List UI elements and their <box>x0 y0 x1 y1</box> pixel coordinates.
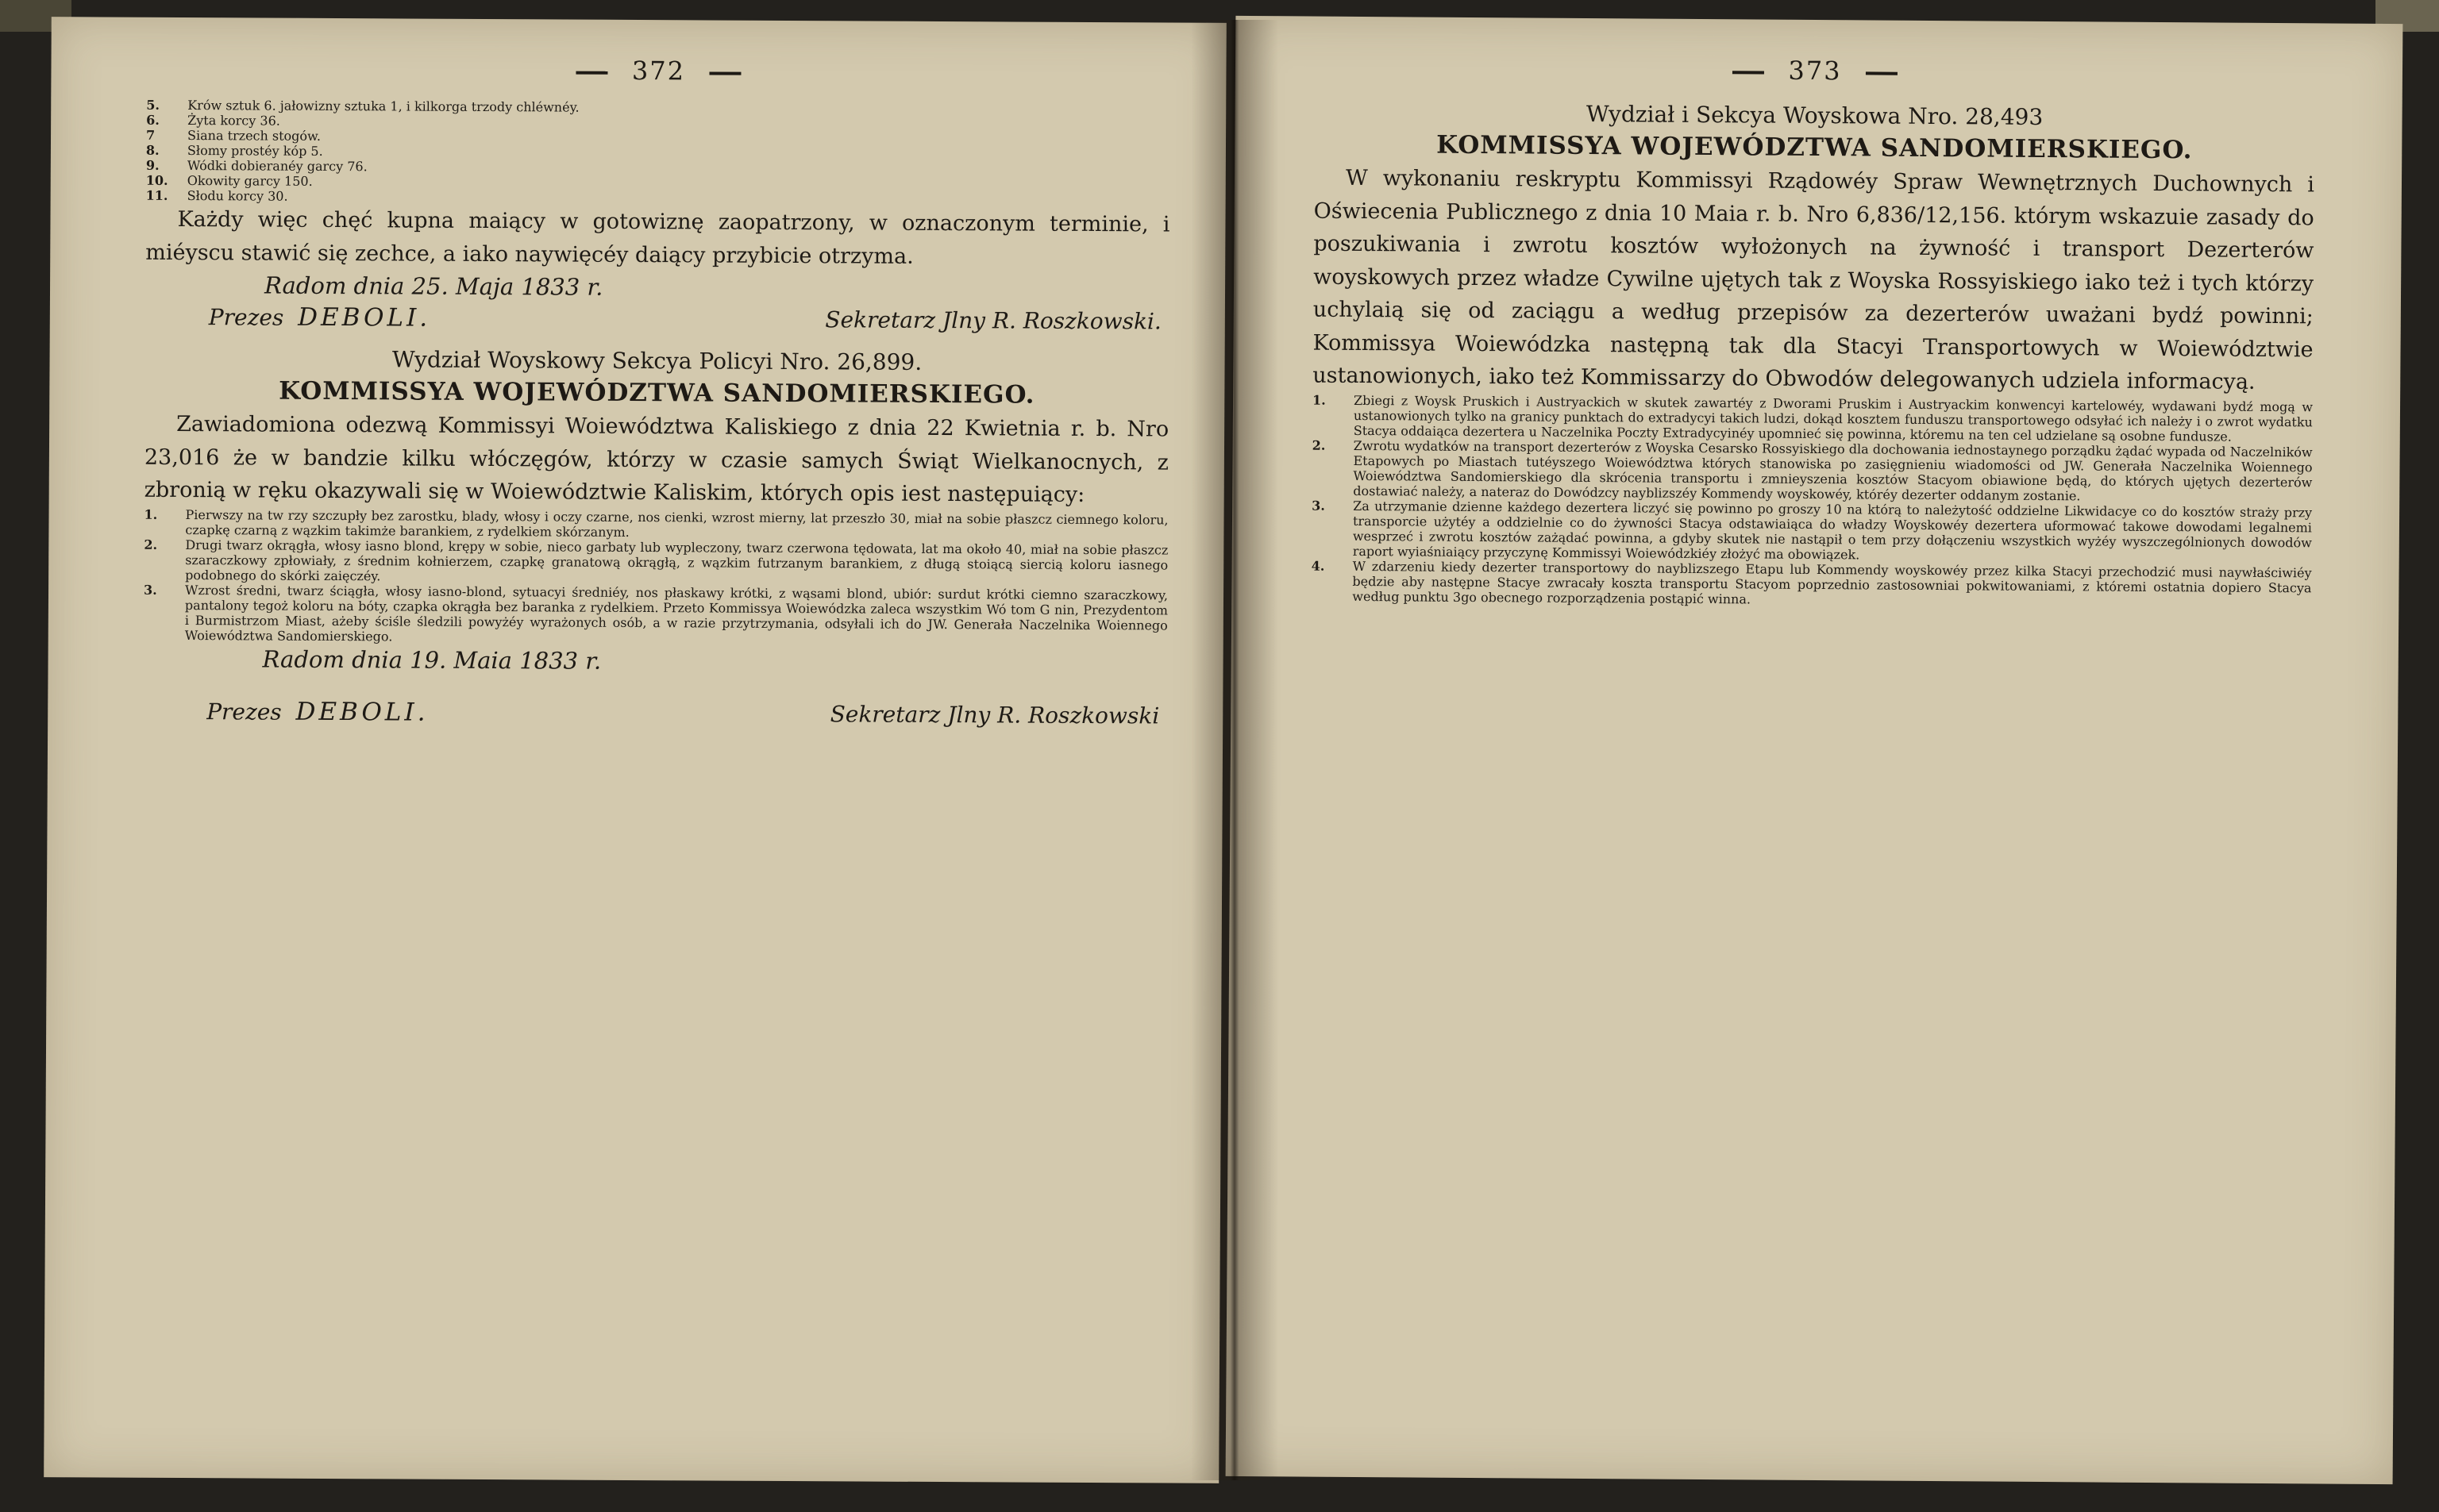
open-book <box>48 20 2398 1480</box>
inventory-item: 10. Okowity garcy 150. <box>145 172 313 189</box>
inventory-item: 8. Słomy prostéy kóp 5. <box>145 142 323 159</box>
right-page <box>1226 16 2403 1484</box>
commission-title: KOMMISSYA WOJEWÓDZTWA SANDOMIERSKIEGO. <box>1436 130 2193 165</box>
inventory-item: 6. Żyta korcy 36. <box>146 112 280 129</box>
inventory-item: 9. Wódki dobieranéy garcy 76. <box>145 157 368 175</box>
description-item: 3. Wzrost średni, twarz ściągła, włosy iasno-blond, sytuacyi średniéy, nos płaskawy krótki, z wąsami blond, ubiór: surdut krótki ciemno szaraczkowy, pantalony tegoż koloru na bóty, czapka okrągła bez baranka z rydelkiem. Przeto Kommissya Woiewódzka zaleca wszystkim Wó tom G nin, Prezydentom i Burmistrzom Miast, ażeby ściśle śledzili powyżéy wyrażonych osób, a w razie przytrzymania, odsyłali ich do JW. Generała Naczelnika Woiennego Woiewództwa Sandomierskiego. <box>144 582 1169 644</box>
president-signature: Prezes DEBOLI. <box>208 302 431 333</box>
point-item: 4. W zdarzeniu kiedy dezerter transportowy do nayblizszego Etapu lub Kommendy woyskowéy przez kilka Stacyi przechodzić musi naywłaściwiéy będzie aby następne Stacye zwracały koszta transportu Stacyom poprzednio zastosowniai pokwitowaniami, z któremi ostatnia dopiero Stacya według punktu 3go obecnego rozporządzenia postąpić winna. <box>1311 558 2312 606</box>
point-item: 3. Za utrzymanie dzienne każdego dezertera liczyć się powinno po groszy 10 na którą to należytość oddzielne Likwidacye co do kosztów straży przy transporcie użytéy a oddzielnie co do żywności Stacya odstawiaiąca do władzy Woyskowéy dezertera uformować takowe dowodami legalnemi wesprzeć i zwrotu kosztów zażądać powinna, a gdyby skutek nie nastąpił o tem przy dołączeniu wszystkich wyżéy wyszczególnionych dowodów raport wyiaśniaiący przyczynę Kommissyi Woiewódzkiéy złożyć ma obowiązek. <box>1312 498 2313 562</box>
point-item: 1. Zbiegi z Woysk Pruskich i Austryackich w skutek zawartéy z Dworami Pruskim i Austryackim konwencyi kartelowéy, wydawani bydź mogą w ustanowionych tylko na granicy punktach do extradycyi takich ludzi, dokąd kosztem funduszu transportowego odsyłać ich należy i o zwrot wydatku Stacya oddaiąca dezertera u Naczelnika Poczty Extradycyinéy upomnieć się powinna, któremu na ten cel udzielane są osobne fundusze. <box>1312 392 2314 444</box>
section-header: Wydział i Sekcya Woyskowa Nro. 28,493 <box>1586 100 2044 130</box>
intro-paragraph: W wykonaniu reskryptu Kommissyi Rządowéy Spraw Wewnętrznych Duchownych i Oświecenia Publicznego z dnia 10 Maia r. b. Nro 6,836/12,156. którym wskazuie zasady do poszukiwania i zwrotu kosztów wyłożonych na żywność i transport Dezerterów woyskowych przez władze Cywilne ujętych tak z Woyska Rossyiskiego iako też i tych którzy uchylaią się od zaciągu a według przepisów za dezerterów uważani bydź powinni; Kommissya Woiewódzka następną tak dla Stacyi Transportowych w Woiewództwie ustanowionych, iako też Kommissarzy do Obwodów delegowanych udziela informacyą. <box>1312 165 2315 394</box>
president-signature: Prezes DEBOLI. <box>206 697 429 727</box>
description-item: 1. Pierwszy na tw rzy szczupły bez zarostku, blady, włosy i oczy czarne, nos cienki, wzrost mierny, lat przeszło 30, miał na sobie płaszcz ciemnego koloru, czapkę czarną z wązkim takimże barankiem, z rydelkiem skórzanym. <box>144 506 1169 540</box>
secretary-signature: Sekretarz Jlny R. Roszkowski <box>830 700 1160 729</box>
page-number-right: 373 <box>1315 52 2315 90</box>
description-item: 2. Drugi twarz okrągła, włosy iasno blond, krępy w sobie, nieco garbaty lub wypleczony, twarz czerwona tędowata, lat ma około 40, miał na sobie płaszcz szaraczkowy zpłowiały, z średnim kołnierzem, czapkę granatową okrągłą, z wązkim futrzanym barankiem, z długą stoiącą siercią koloru iasnego podobnego do skórki zaięczéy. <box>144 537 1169 583</box>
points-list <box>1311 392 2313 610</box>
point-item: 2. Zwrotu wydatków na transport dezerterów z Woyska Cesarsko Rossyiskiego dla dochowania iednostaynego porządku żądać wypada od Naczelników Etapowych po Miastach tutéyszego Woiewództwa których stanowiska po zasięgnieniu wiadomości od JW. Generała Naczelnika Woiennego Woiewództwa Sandomierskiego dla skrócenia transportu i zmnieyszenia kosztów Stacyom obiawione będą, do których ujętych dezerterów dostawiać należy, a nateraz do Dowódzcy nayblizszéy Kommendy woyskowéy, któréy dezerter oddanym zostanie. <box>1312 437 2313 503</box>
date-line: Radom dnia 19. Maia 1833 r. <box>262 645 602 675</box>
page-number-left: 372 <box>146 53 1170 89</box>
secretary-signature: Sekretarz Jlny R. Roszkowski. <box>825 306 1162 335</box>
inventory-item: 7 Siana trzech stogów. <box>145 127 322 144</box>
book-gutter <box>1191 20 1278 1480</box>
section-header: Wydział Woyskowy Sekcya Policyi Nro. 26,899. <box>391 346 923 375</box>
left-page <box>44 17 1227 1483</box>
commission-title: KOMMISSYA WOJEWÓDZTWA SANDOMIERSKIEGO. <box>279 376 1035 410</box>
signature-row <box>143 694 1167 733</box>
description-list <box>144 506 1169 648</box>
inventory-list <box>146 98 1171 209</box>
inventory-item: 5. Krów sztuk 6. jałowizny sztuka 1, i kilkorga trzody chléwnéy. <box>146 97 580 115</box>
auction-notice: Każdy więc chęć kupna maiący w gotowiznę zaopatrzony, w oznaczonym terminie, i miéyscu stawić się zechce, a iako naywięcéy daiący przybicie otrzyma. <box>145 206 1170 269</box>
inventory-item: 11. Słodu korcy 30. <box>145 187 288 204</box>
signature-row <box>145 301 1169 339</box>
intro-paragraph: Zawiadomiona odezwą Kommissyi Woiewództwa Kaliskiego z dnia 22 Kwietnia r. b. Nro 23,016 że w bandzie kilku włóczęgów, którzy w czasie samych Świąt Wielkanocnych, z zbronią w ręku okazywali się w Woiewództwie Kaliskim, których opis iest następuiący: <box>144 411 1169 507</box>
date-line: Radom dnia 25. Maja 1833 r. <box>264 271 603 301</box>
